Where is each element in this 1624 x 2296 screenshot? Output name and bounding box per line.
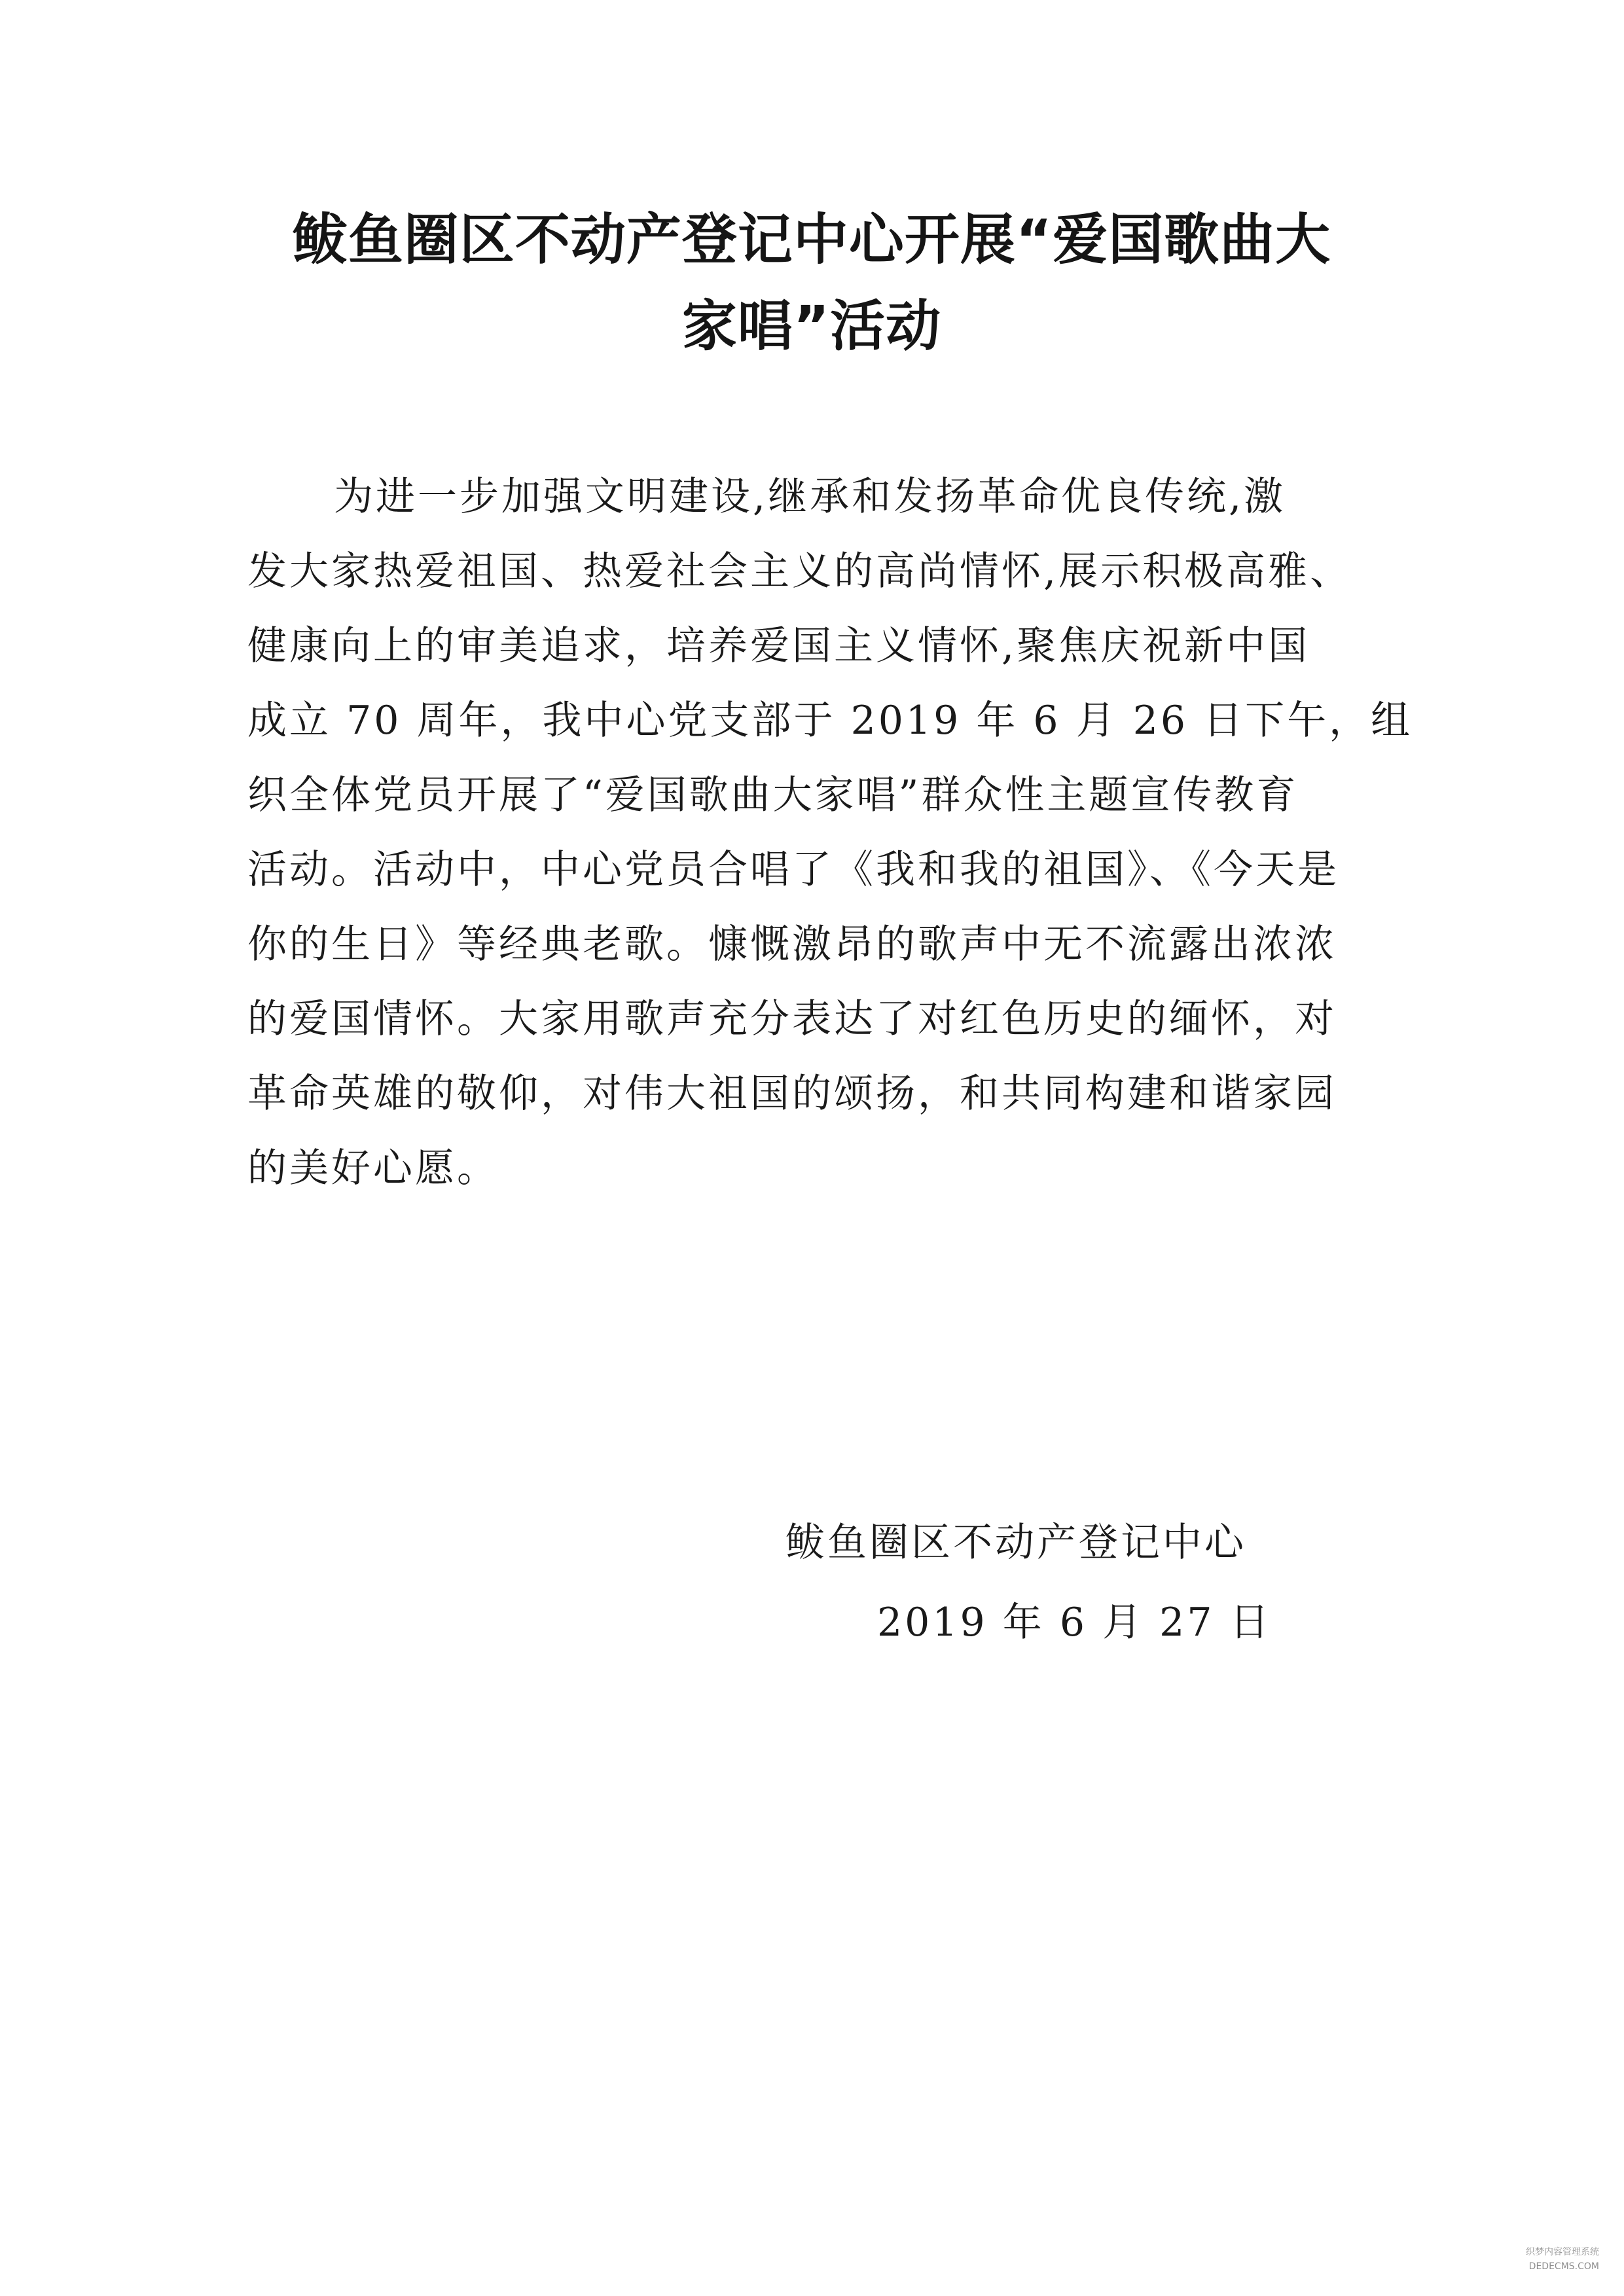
signature-block <box>785 1503 1309 1662</box>
body-line-6: 活动。活动中，中心党员合唱了《我和我的祖国》、《今天是 <box>247 847 1339 893</box>
watermark-line-1: 织梦内容管理系统 <box>1526 2247 1599 2257</box>
body-line-10: 的美好心愿。 <box>247 1145 499 1191</box>
watermark-logo <box>1475 2245 1599 2276</box>
title-line-2: 家唱”活动 <box>681 294 942 358</box>
document-body <box>247 459 1413 1206</box>
title-line-1: 鲅鱼圈区不动产登记中心开展“爱国歌曲大 <box>292 207 1331 272</box>
signature-date: 2019 年 6 月 27 日 <box>877 1600 1272 1645</box>
body-line-1: 为进一步加强文明建设,继承和发扬革命优良传统,激 <box>334 474 1286 520</box>
body-line-4: 成立 70 周年，我中心党支部于 2019 年 6 月 26 日下午，组 <box>247 698 1413 744</box>
document-title <box>236 196 1388 369</box>
body-line-5: 织全体党员开展了“爱国歌曲大家唱”群众性主题宣传教育 <box>247 772 1299 818</box>
body-line-9: 革命英雄的敬仰，对伟大祖国的颂扬，和共同构建和谐家园 <box>247 1071 1337 1117</box>
body-line-7: 你的生日》等经典老歌。慷慨激昂的歌声中无不流露出浓浓 <box>247 922 1337 967</box>
signature-organization: 鲅鱼圈区不动产登记中心 <box>785 1520 1246 1566</box>
body-line-3: 健康向上的审美追求，培养爱国主义情怀,聚焦庆祝新中国 <box>247 623 1310 669</box>
body-line-2: 发大家热爱祖国、热爱社会主义的高尚情怀,展示积极高雅、 <box>247 548 1352 594</box>
body-line-8: 的爱国情怀。大家用歌声充分表达了对红色历史的缅怀，对 <box>247 996 1337 1042</box>
watermark-line-2: DEDECMS.COM <box>1528 2261 1599 2272</box>
